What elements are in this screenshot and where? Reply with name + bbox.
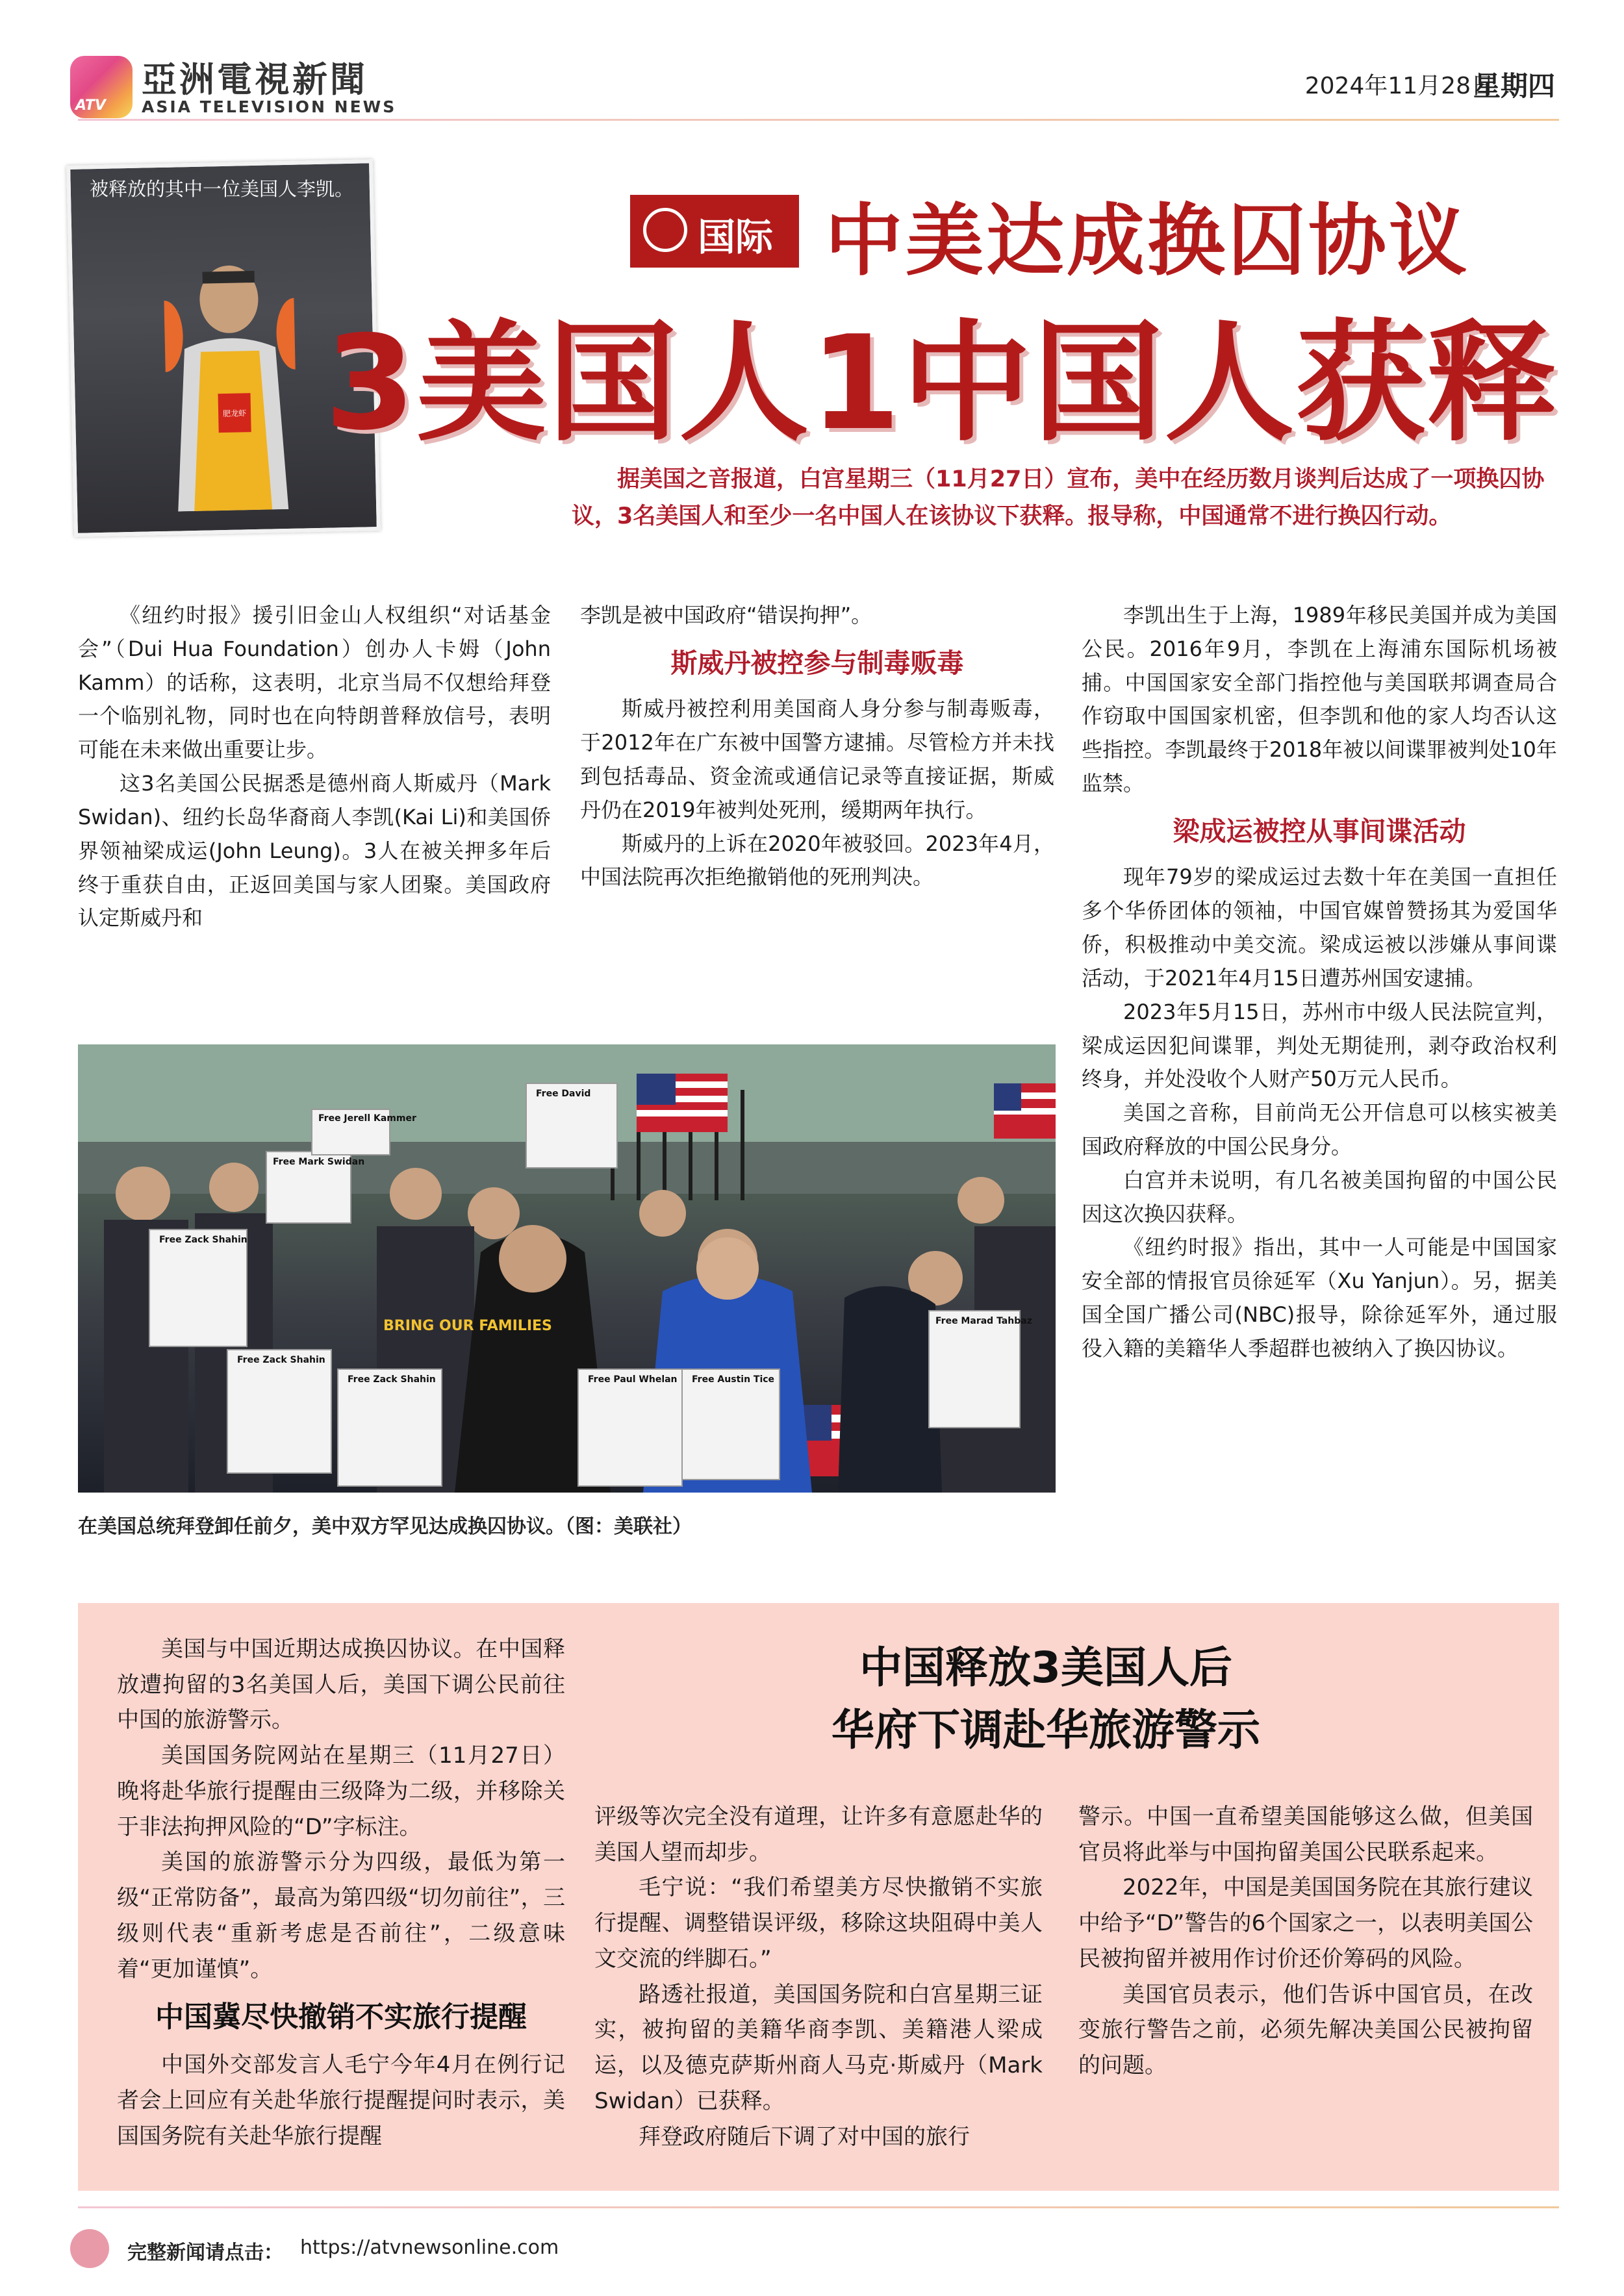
rally-sign-text: Free Zack Shahin bbox=[348, 1374, 436, 1385]
rally-sign-text: Free Jerell Kammer bbox=[318, 1113, 416, 1124]
panel-paragraph: 美国的旅游警示分为四级，最低为第一级“正常防备”，最高为第四级“切勿前往”，三级则代表“重新考虑是否前往”，二级意味着“更加谨慎”。 bbox=[117, 1849, 565, 1982]
panel-paragraph: 评级等次完全没有道理，让许多有意愿赴华的美国人望而却步。 bbox=[594, 1804, 1043, 1865]
article-paragraph: 这3名美国公民据悉是德州商人斯威丹（Mark Swidan)、纽约长岛华裔商人李凯(Kai Li)和美国侨界领袖梁成运(John Leung)。3人在被关押多年后终于重获自由，正返回美国与家人团聚。美国政府认定斯威丹和 bbox=[78, 771, 551, 931]
rally-sign-text: Free Zack Shahin bbox=[159, 1235, 247, 1245]
section-badge-label: 国际 bbox=[698, 215, 774, 259]
photo2-caption: 在美国总统拜登卸任前夕，美中双方罕见达成换囚协议。（图：美联社） bbox=[78, 1515, 692, 1538]
panel-paragraph: 警示。中国一直希望美国能够这么做，但美国官员将此举与中国拘留美国公民联系起来。 bbox=[1078, 1804, 1533, 1865]
rally-sign-text: Free Austin Tice bbox=[692, 1374, 775, 1385]
panel-paragraph: 中国外交部发言人毛宁今年4月在例行记者会上回应有关赴华旅行提醒提问时表示，美国国务院有关赴华旅行提醒 bbox=[117, 2052, 565, 2149]
lead-paragraph: 据美国之音报道，白宫星期三（11月27日）宣布，美中在经历数月谈判后达成了一项换囚协议，3名美国人和至少一名中国人在该协议下获释。报导称，中国通常不进行换囚行动。 bbox=[572, 466, 1545, 530]
headline-line2: 3美国人1中国人获释 bbox=[325, 308, 1558, 459]
header-divider bbox=[78, 119, 1559, 121]
subheading-swidan: 斯威丹被控参与制毒贩毒 bbox=[670, 647, 964, 679]
panel-paragraph: 美国与中国近期达成换囚协议。在中国释放遭拘留的3名美国人后，美国下调公民前往中国的旅游警示。 bbox=[117, 1636, 565, 1734]
photo1-caption: 被释放的其中一位美国人李凯。 bbox=[90, 178, 354, 200]
rally-photo-illustration bbox=[78, 1044, 1056, 1493]
globe-icon bbox=[70, 2229, 109, 2268]
article-paragraph: 白宫并未说明，有几名被美国拘留的中国公民因这次换囚获释。 bbox=[1082, 1167, 1557, 1226]
footer-divider bbox=[78, 2206, 1559, 2208]
panel-paragraph: 美国国务院网站在星期三（11月27日）晚将赴华旅行提醒由三级降为二级，并移除关于非法拘押风险的“D”字标注。 bbox=[117, 1743, 565, 1840]
globe-icon bbox=[643, 208, 687, 252]
rally-photo bbox=[78, 1044, 1056, 1493]
panel-subheading: 中国冀尽快撤销不实旅行提醒 bbox=[155, 2000, 527, 2034]
panel-title-line1: 中国释放3美国人后 bbox=[859, 1643, 1232, 1693]
article-paragraph: 现年79岁的梁成运过去数十年在美国一直担任多个华侨团体的领袖，中国官媒曾赞扬其为爱国华侨，积极推动中美交流。梁成运被以涉嫌从事间谍活动，于2021年4月15日遭苏州国安逮捕。 bbox=[1082, 864, 1557, 990]
article-paragraph: 李凯是被中国政府“错误拘押”。 bbox=[580, 603, 872, 627]
footer-link[interactable]: https://atvnewsonline.com bbox=[300, 2236, 559, 2259]
article-column-3 bbox=[1082, 599, 1557, 1366]
article-column-2 bbox=[580, 599, 1054, 894]
panel-title bbox=[676, 1637, 1416, 1761]
panel-column-2 bbox=[594, 1799, 1043, 2154]
article-paragraph: 《纽约时报》援引旧金山人权组织“对话基金会”（Dui Hua Foundation）创办人卡姆（John Kamm）的话称，这表明，北京当局不仅想给拜登一个临别礼物，同时也在向特朗普释放信号，表明可能在未来做出重要让步。 bbox=[78, 603, 551, 763]
subheading-leung: 梁成运被控从事间谍活动 bbox=[1173, 815, 1466, 847]
rally-sign-text: Free Zack Shahin bbox=[237, 1355, 325, 1365]
article-paragraph: 2023年5月15日，苏州市中级人民法院宣判，梁成运因犯间谍罪，判处无期徒刑，剥夺政治权利终身，并处没收个人财产50万元人民币。 bbox=[1082, 999, 1557, 1092]
panel-column-1 bbox=[117, 1632, 565, 2154]
apron-text: 肥龙虾 bbox=[222, 409, 247, 419]
article-paragraph: 美国之音称，目前尚无公开信息可以核实被美国政府释放的中国公民身分。 bbox=[1082, 1100, 1557, 1159]
us-flag-icon bbox=[994, 1083, 1056, 1139]
issue-date: 2024年11月28日 bbox=[1304, 73, 1494, 99]
rally-sign-text: Free David bbox=[536, 1089, 591, 1099]
panel-paragraph: 路透社报道，美国国务院和白宫星期三证实，被拘留的美籍华商李凯、美籍港人梁成运，以及德克萨斯州商人马克·斯威丹（Mark Swidan）已获释。 bbox=[594, 1981, 1043, 2114]
rally-shirt-text: BRING OUR FAMILIES bbox=[383, 1318, 552, 1334]
panel-paragraph: 毛宁说：“我们希望美方尽快撤销不实旅行提醒、调整错误评级，移除这块阻碍中美人文交流的绊脚石。” bbox=[594, 1874, 1043, 1972]
logo-badge: ATV bbox=[75, 97, 106, 114]
us-flag-icon bbox=[637, 1074, 728, 1132]
issue-weekday: 星期四 bbox=[1473, 70, 1555, 102]
rally-sign-text: Free Paul Whelan bbox=[588, 1374, 678, 1385]
panel-paragraph: 2022年，中国是美国国务院在其旅行建议中给予“D”警告的6个国家之一，以表明美国公民被拘留并被用作讨价还价筹码的风险。 bbox=[1078, 1874, 1533, 1972]
article-paragraph: 李凯出生于上海，1989年移民美国并成为美国公民。2016年9月，李凯在上海浦东国际机场被捕。中国国家安全部门指控他与美国联邦调查局合作窃取中国国家机密，但李凯和他的家人均否认这些指控。李凯最终于2018年被以间谍罪被判处10年监禁。 bbox=[1082, 603, 1557, 796]
rally-sign-text: Free Marad Tahbaz bbox=[935, 1316, 1032, 1326]
article-paragraph: 《纽约时报》指出，其中一人可能是中国国家安全部的情报官员徐延军（Xu Yanjun）。另，据美国全国广播公司(NBC)报导，除徐延军外，通过服役入籍的美籍华人季超群也被纳入了换囚协议。 bbox=[1082, 1235, 1557, 1361]
rally-sign-text: Free Mark Swidan bbox=[273, 1157, 365, 1167]
article-paragraph: 斯威丹的上诉在2020年被驳回。2023年4月，中国法院再次拒绝撤销他的死刑判决。 bbox=[580, 831, 1054, 890]
person-with-lobsters-figure bbox=[162, 236, 298, 512]
panel-title-line2: 华府下调赴华旅游警示 bbox=[831, 1704, 1260, 1755]
logo-english-name: ASIA TELEVISION NEWS bbox=[142, 97, 397, 116]
logo-chinese-name: 亞洲電視新聞 bbox=[142, 59, 368, 100]
panel-paragraph: 美国官员表示，他们告诉中国官员，在改变旅行警告之前，必须先解决美国公民被拘留的问题。 bbox=[1078, 1981, 1533, 2079]
headline-line1: 中美达成换囚协议 bbox=[825, 196, 1469, 286]
article-column-1 bbox=[78, 599, 551, 935]
panel-paragraph: 拜登政府随后下调了对中国的旅行 bbox=[639, 2123, 970, 2150]
footer-label: 完整新闻请点击： bbox=[127, 2241, 283, 2264]
article-paragraph: 斯威丹被控利用美国商人身分参与制毒贩毒，于2012年在广东被中国警方逮捕。尽管检方并未找到包括毒品、资金流或通信记录等直接证据，斯威丹仍在2019年被判处死刑，缓期两年执行。 bbox=[580, 696, 1054, 822]
panel-column-3 bbox=[1078, 1799, 1533, 2084]
